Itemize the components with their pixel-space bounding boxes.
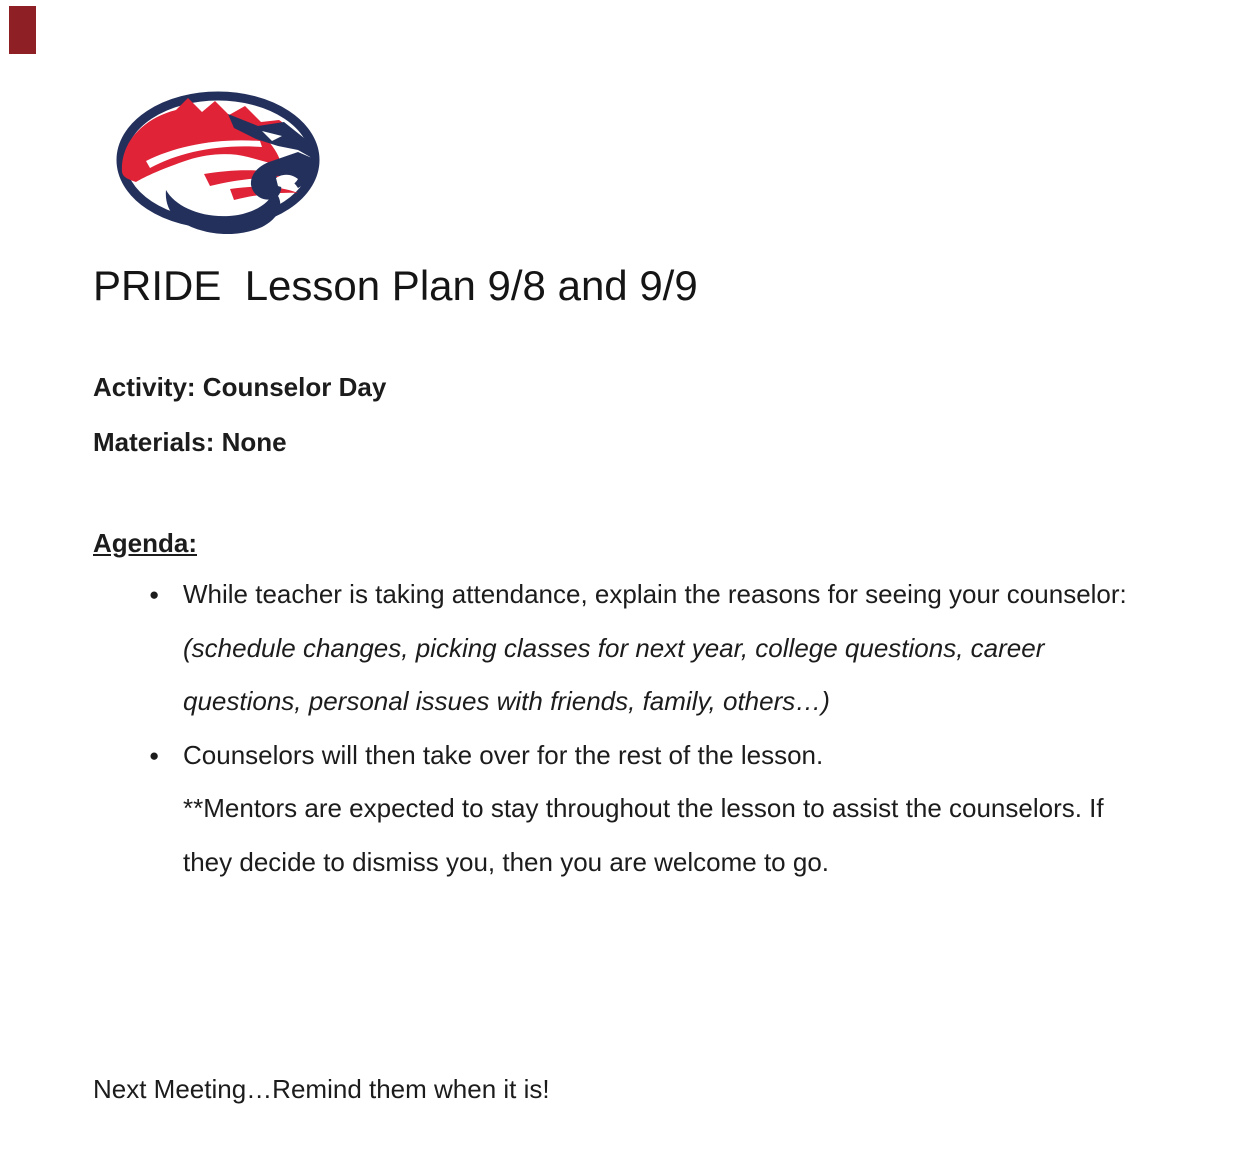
- page-corner-marker: [9, 6, 36, 54]
- page-title: PRIDE Lesson Plan 9/8 and 9/9: [93, 262, 698, 309]
- materials-line: Materials: None: [93, 427, 287, 457]
- agenda-item-2-line-1: Counselors will then take over for the rest of the lesson.: [183, 739, 824, 770]
- activity-line: Activity: Counselor Day: [93, 372, 387, 402]
- cougar-mascot-logo-icon: [112, 84, 324, 234]
- next-meeting-note: Next Meeting…Remind them when it is!: [93, 1074, 550, 1104]
- agenda-item-2: [148, 729, 1152, 890]
- agenda-item-2-line-2: **Mentors are expected to stay throughout the lesson to assist the counselors. If they decide to dismiss you, then you are welcome to go.: [183, 793, 1104, 877]
- bullet-icon: ●: [149, 745, 160, 765]
- agenda-item-1-italic-text: (schedule changes, picking classes for next year, college questions, career questions, personal issues with friends, family, others…): [183, 632, 1045, 716]
- agenda-list: [148, 568, 1152, 889]
- agenda-item-1-regular-text: While teacher is taking attendance, explain the reasons for seeing your counselor:: [183, 579, 1127, 609]
- bullet-icon: ●: [149, 585, 160, 604]
- agenda-item-1: [148, 568, 1152, 729]
- agenda-heading: Agenda:: [93, 528, 197, 558]
